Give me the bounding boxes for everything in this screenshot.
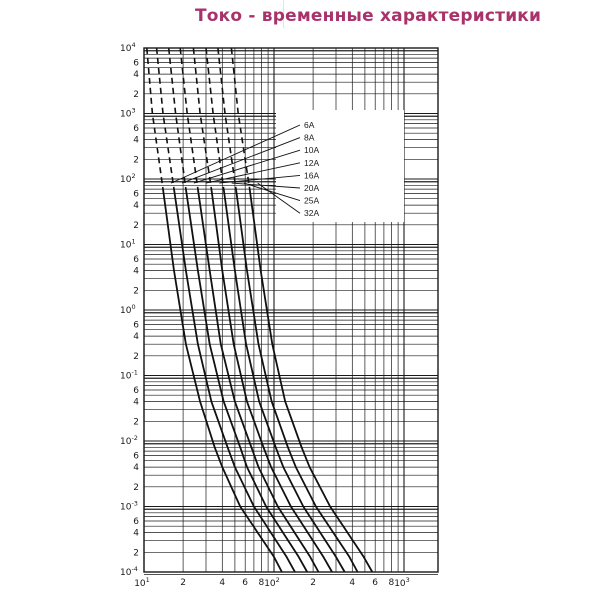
y-tick-label-decade: $10^{-4}$ (120, 565, 138, 578)
y-tick-label: 4 (133, 463, 139, 474)
y-tick-label: 2 (133, 220, 139, 231)
y-tick-label: 2 (133, 548, 139, 559)
series-line-dashed (147, 48, 163, 189)
legend-item: 32A (304, 208, 320, 219)
series-line-dashed (231, 48, 249, 189)
legend-item: 6A (304, 120, 315, 130)
x-tick-label: 8 (258, 578, 265, 588)
x-axis-ticks (134, 576, 410, 589)
y-tick-label: 4 (133, 201, 139, 212)
x-tick-label: 6 (372, 578, 379, 588)
y-tick-label: 2 (133, 155, 139, 166)
y-tick-label: 6 (133, 189, 139, 200)
y-tick-label: 4 (133, 332, 139, 343)
y-tick-label: 4 (133, 266, 139, 277)
legend-item: 8A (304, 132, 315, 143)
x-tick-label: 2 (310, 578, 317, 588)
y-tick-label: 6 (133, 451, 139, 462)
y-tick-label-decade: $10^{-1}$ (120, 368, 138, 382)
y-tick-label: 6 (133, 517, 139, 528)
y-tick-label: 2 (133, 482, 139, 493)
y-tick-label-decade: $10^2$ (120, 172, 136, 185)
y-axis-ticks (120, 41, 139, 578)
y-tick-label: 6 (133, 386, 139, 397)
y-tick-label: 4 (133, 135, 139, 146)
x-tick-label: 6 (242, 578, 249, 588)
y-tick-label: 6 (133, 255, 139, 266)
y-tick-label: 4 (133, 70, 139, 81)
y-tick-label: 2 (133, 417, 139, 428)
y-tick-label-decade: $10^{-2}$ (120, 434, 138, 447)
x-tick-label: 4 (219, 578, 226, 588)
legend-item: 10A (304, 145, 320, 156)
y-tick-label: 4 (133, 397, 139, 408)
x-tick-label: 8 (388, 578, 395, 588)
x-tick-label-decade: $10^3$ (394, 576, 410, 589)
series-line (174, 189, 295, 572)
legend-item: 16A (304, 170, 320, 181)
y-tick-label: 6 (133, 320, 139, 331)
y-tick-label-decade: $10^0$ (120, 303, 136, 316)
y-tick-label: 6 (133, 58, 139, 69)
y-tick-label-decade: $10^{-3}$ (120, 499, 138, 513)
y-tick-label: 2 (133, 286, 139, 297)
legend-item: 20A (304, 183, 320, 193)
page-title: Токо - временные характеристики (195, 6, 542, 26)
x-tick-label-decade: $10^2$ (264, 576, 280, 589)
y-tick-label-decade: $10^1$ (120, 237, 136, 251)
y-tick-label: 2 (133, 89, 139, 100)
x-tick-label: 4 (349, 578, 356, 588)
y-tick-label: 4 (133, 528, 139, 539)
y-tick-label-decade: $10^4$ (120, 41, 136, 54)
legend-item: 25A (304, 195, 320, 206)
legend-item: 12A (304, 157, 320, 168)
x-tick-label: 2 (180, 578, 187, 588)
x-tick-label-decade: $10^1$ (134, 576, 150, 589)
y-tick-label: 6 (133, 124, 139, 135)
y-tick-label: 2 (133, 351, 139, 362)
y-tick-label-decade: $10^3$ (120, 106, 136, 120)
